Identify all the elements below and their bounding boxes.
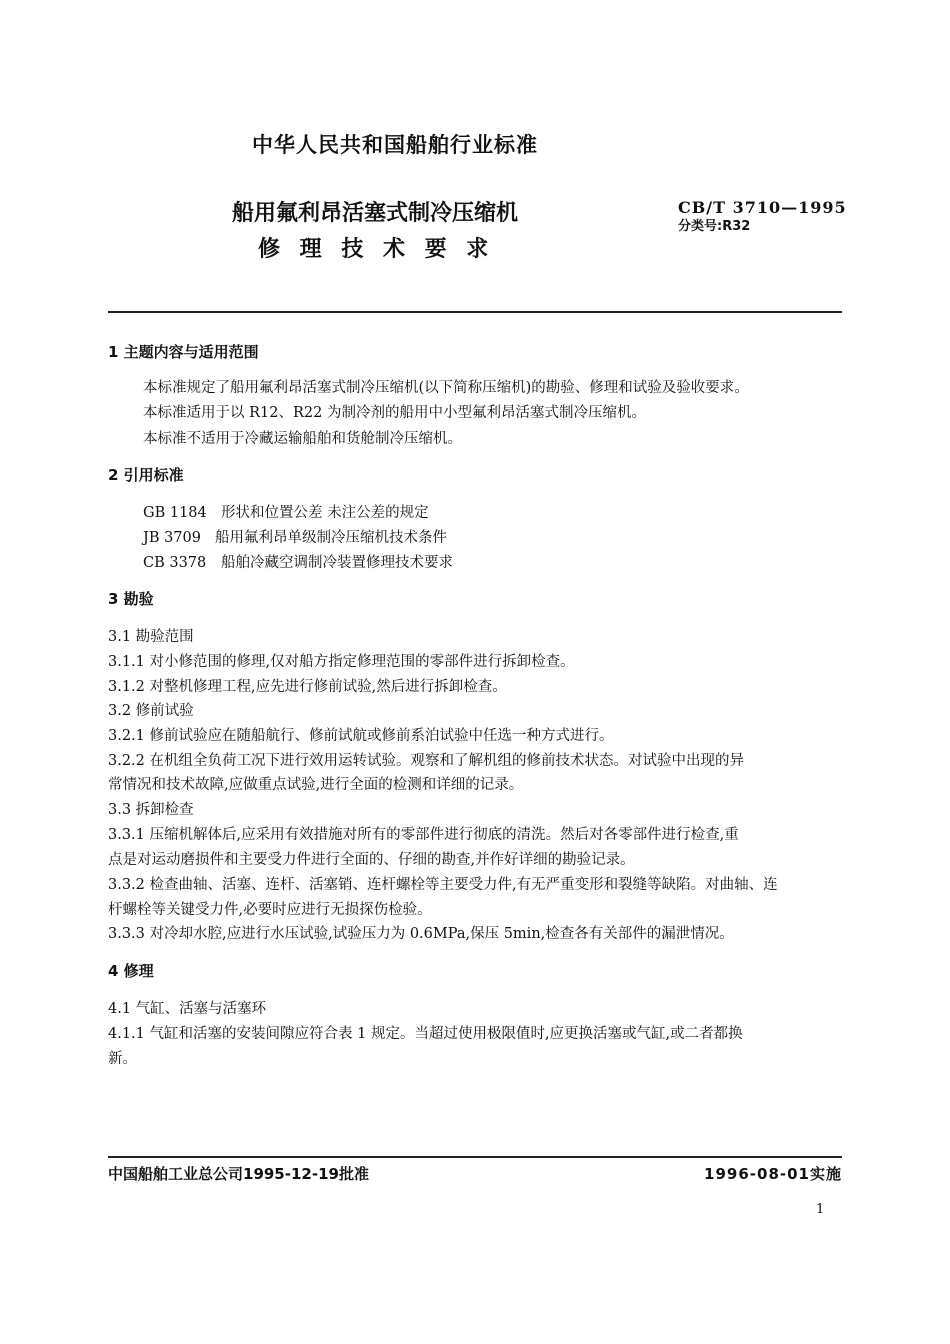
reference-title: 船舶冷藏空调制冷装置修理技术要求 [221,555,453,571]
clause-text: 新。 [108,1051,137,1067]
section-4-heading: 4 修理 [108,962,154,980]
reference-title: 船用氟利昂单级制冷压缩机技术条件 [215,530,447,546]
effective-date: 1996-08-01实施 [704,1165,842,1183]
classification-number: 分类号:R32 [678,219,751,234]
section-3-heading: 3 勘验 [108,590,154,608]
section-1-paragraph: 本标准规定了船用氟利昂活塞式制冷压缩机(以下简称压缩机)的勘验、修理和试验及验收要求。 [143,380,749,396]
clause-text: 3.2.2 在机组全负荷工况下进行效用运转试验。观察和了解机组的修前技术状态。对试验中出现的异 [108,753,744,769]
section-1-heading: 1 主题内容与适用范围 [108,343,259,361]
clause-text: 常情况和技术故障,应做重点试验,进行全面的检测和详细的记录。 [108,777,524,793]
subsection-heading: 3.2 修前试验 [108,703,194,719]
clause-text: 3.1.1 对小修范围的修理,仅对船方指定修理范围的零部件进行拆卸检查。 [108,654,575,670]
clause-text: 点是对运动磨损件和主要受力件进行全面的、仔细的勘查,并作好详细的勘验记录。 [108,852,635,868]
header-rule [108,311,842,313]
subsection-heading: 4.1 气缸、活塞与活塞环 [108,1001,267,1017]
clause-text: 3.2.1 修前试验应在随船航行、修前试航或修前系泊试验中任选一种方式进行。 [108,728,614,744]
footer-rule [108,1156,842,1158]
reference-item [143,526,447,547]
section-2-heading: 2 引用标准 [108,466,184,484]
section-1-paragraph: 本标准不适用于冷藏运输船舶和货舱制冷压缩机。 [143,431,462,447]
reference-title: 形状和位置公差 未注公差的规定 [221,505,429,521]
approval-line: 中国船舶工业总公司1995-12-19批准 [108,1165,369,1183]
reference-code: JB 3709 [143,530,201,546]
clause-text: 杆螺栓等关键受力件,必要时应进行无损探伤检验。 [108,902,432,918]
reference-item [143,501,429,522]
clause-text: 3.3.1 压缩机解体后,应采用有效措施对所有的零部件进行彻底的清洗。然后对各零部件进行检查,重 [108,827,739,843]
reference-code: CB 3378 [143,555,207,571]
clause-text: 3.3.3 对冷却水腔,应进行水压试验,试验压力为 0.6MPa,保压 5min,检查各有关部件的漏泄情况。 [108,926,734,942]
org-title: 中华人民共和国船舶行业标准 [252,133,538,157]
clause-text: 3.1.2 对整机修理工程,应先进行修前试验,然后进行拆卸检查。 [108,679,507,695]
subsection-heading: 3.1 勘验范围 [108,629,194,645]
clause-text: 4.1.1 气缸和活塞的安装间隙应符合表 1 规定。当超过使用极限值时,应更换活塞或气缸,或二者都换 [108,1026,743,1042]
subsection-heading: 3.3 拆卸检查 [108,802,194,818]
reference-code: GB 1184 [143,505,207,521]
doc-title-line2: 修 理 技 术 要 求 [258,237,495,262]
clause-text: 3.3.2 检查曲轴、活塞、连杆、活塞销、连杆螺栓等主要受力件,有无严重变形和裂缝等缺陷。对曲轴、连 [108,877,778,893]
standard-code: CB/T 3710—1995 [678,198,847,217]
doc-title-line1: 船用氟利昂活塞式制冷压缩机 [232,201,519,226]
page-number: 1 [816,1202,825,1217]
reference-item [143,551,453,572]
section-1-paragraph: 本标准适用于以 R12、R22 为制冷剂的船用中小型氟利昂活塞式制冷压缩机。 [143,405,646,421]
